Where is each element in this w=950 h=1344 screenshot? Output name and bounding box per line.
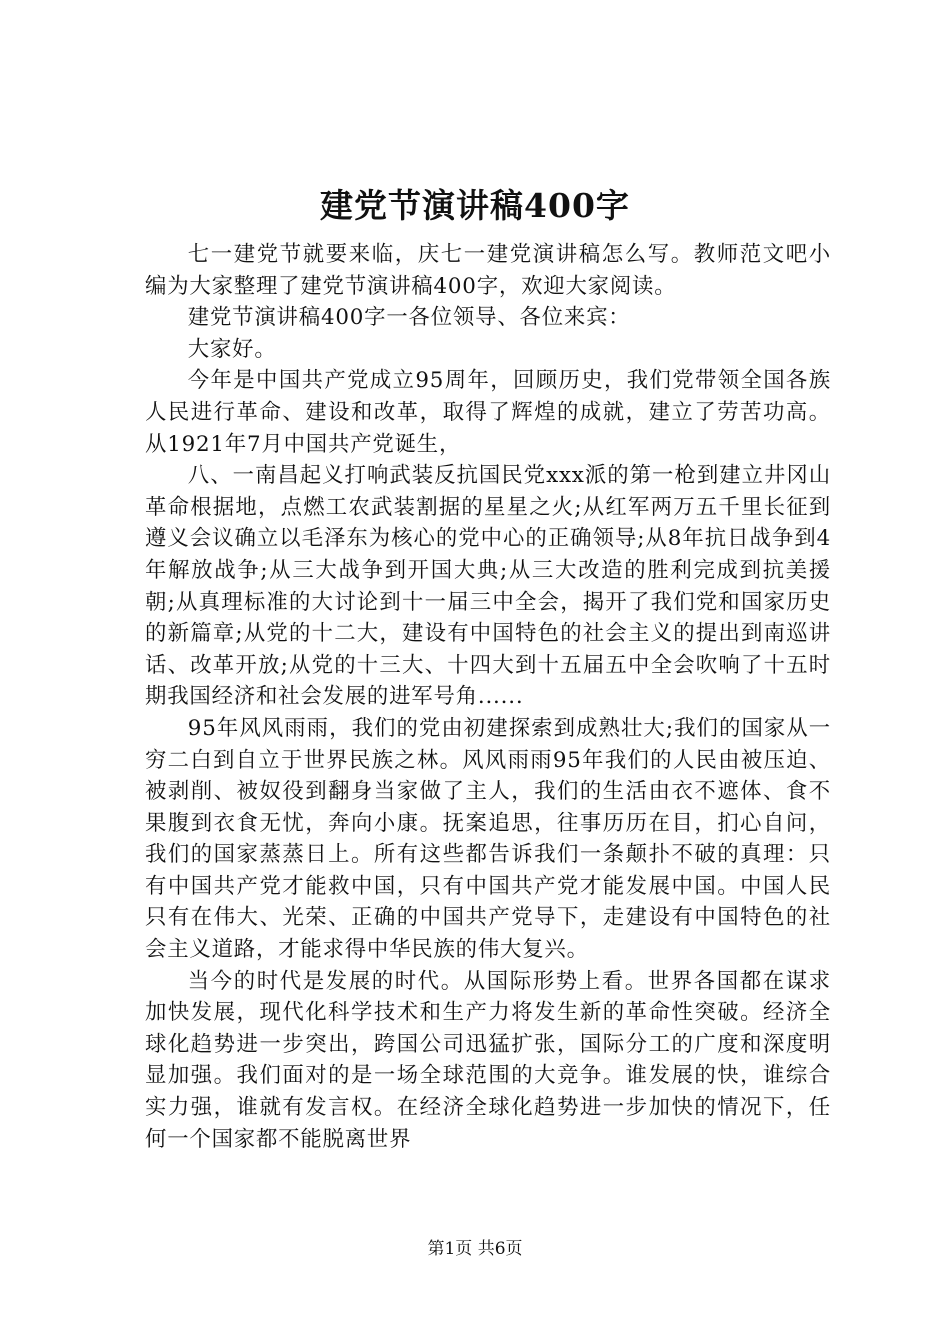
paragraph-95-years: 95年风风雨雨，我们的党由初建探索到成熟壮大;我们的国家从一穷二白到自立于世界民族之林。风风雨雨95年我们的人民由被压迫、被剥削、被奴役到翻身当家做了主人，我们的生活由衣不遮体、食不果腹到衣食无忧，奔向小康。抚案追思，往事历历在目，扪心自问，我们的国家蒸蒸日上。所有这些都告诉我们一条颠扑不破的真理：只有中国共产党才能救中国，只有中国共产党才能发展中国。中国人民只有在伟大、光荣、正确的中国共产党导下，走建设有中国特色的社会主义道路，才能求得中华民族的伟大复兴。 bbox=[145, 715, 831, 963]
page-footer: 第1页 共6页 bbox=[427, 1239, 523, 1259]
paragraph-history-events: 八、一南昌起义打响武装反抗国民党xxx派的第一枪到建立井冈山革命根据地，点燃工农武装割据的星星之火;从红军两万五千里长征到遵义会议确立以毛泽东为核心的党中心的正确领导;从8年抗日战争到4年解放战争;从三大战争到开国大典;从三大改造的胜利完成到抗美援朝;从真理标准的大讨论到十一届三中全会，揭开了我们党和国家历史的新篇章;从党的十二大，建设有中国特色的社会主义的提出到南巡讲话、改革开放;从党的十三大、十四大到十五届五中全会吹响了十五时期我国经济和社会发展的进军号角...... bbox=[145, 463, 831, 710]
paragraph-development-era: 当今的时代是发展的时代。从国际形势上看。世界各国都在谋求加快发展，现代化科学技术和生产力将发生新的革命性突破。经济全球化趋势进一步突出，跨国公司迅猛扩张，国际分工的广度和深度明显加强。我们面对的是一场全球范围的大竞争。谁发展的快，谁综合实力强，谁就有发言权。在经济全球化趋势进一步加快的情况下，任何一个国家都不能脱离世界 bbox=[145, 968, 831, 1152]
paragraph-intro: 七一建党节就要来临，庆七一建党演讲稿怎么写。教师范文吧小编为大家整理了建党节演讲稿400字，欢迎大家阅读。 bbox=[145, 242, 831, 299]
paragraph-greeting-heading: 建党节演讲稿400字一各位领导、各位来宾： bbox=[187, 305, 631, 331]
document-body bbox=[145, 239, 831, 1155]
document-title: 建党节演讲稿400字 bbox=[320, 186, 630, 225]
paragraph-greeting: 大家好。 bbox=[187, 336, 277, 362]
paragraph-history-intro: 今年是中国共产党成立95周年，回顾历史，我们党带领全国各族人民进行革命、建设和改革，取得了辉煌的成就，建立了劳苦功高。从1921年7月中国共产党诞生， bbox=[145, 368, 831, 457]
